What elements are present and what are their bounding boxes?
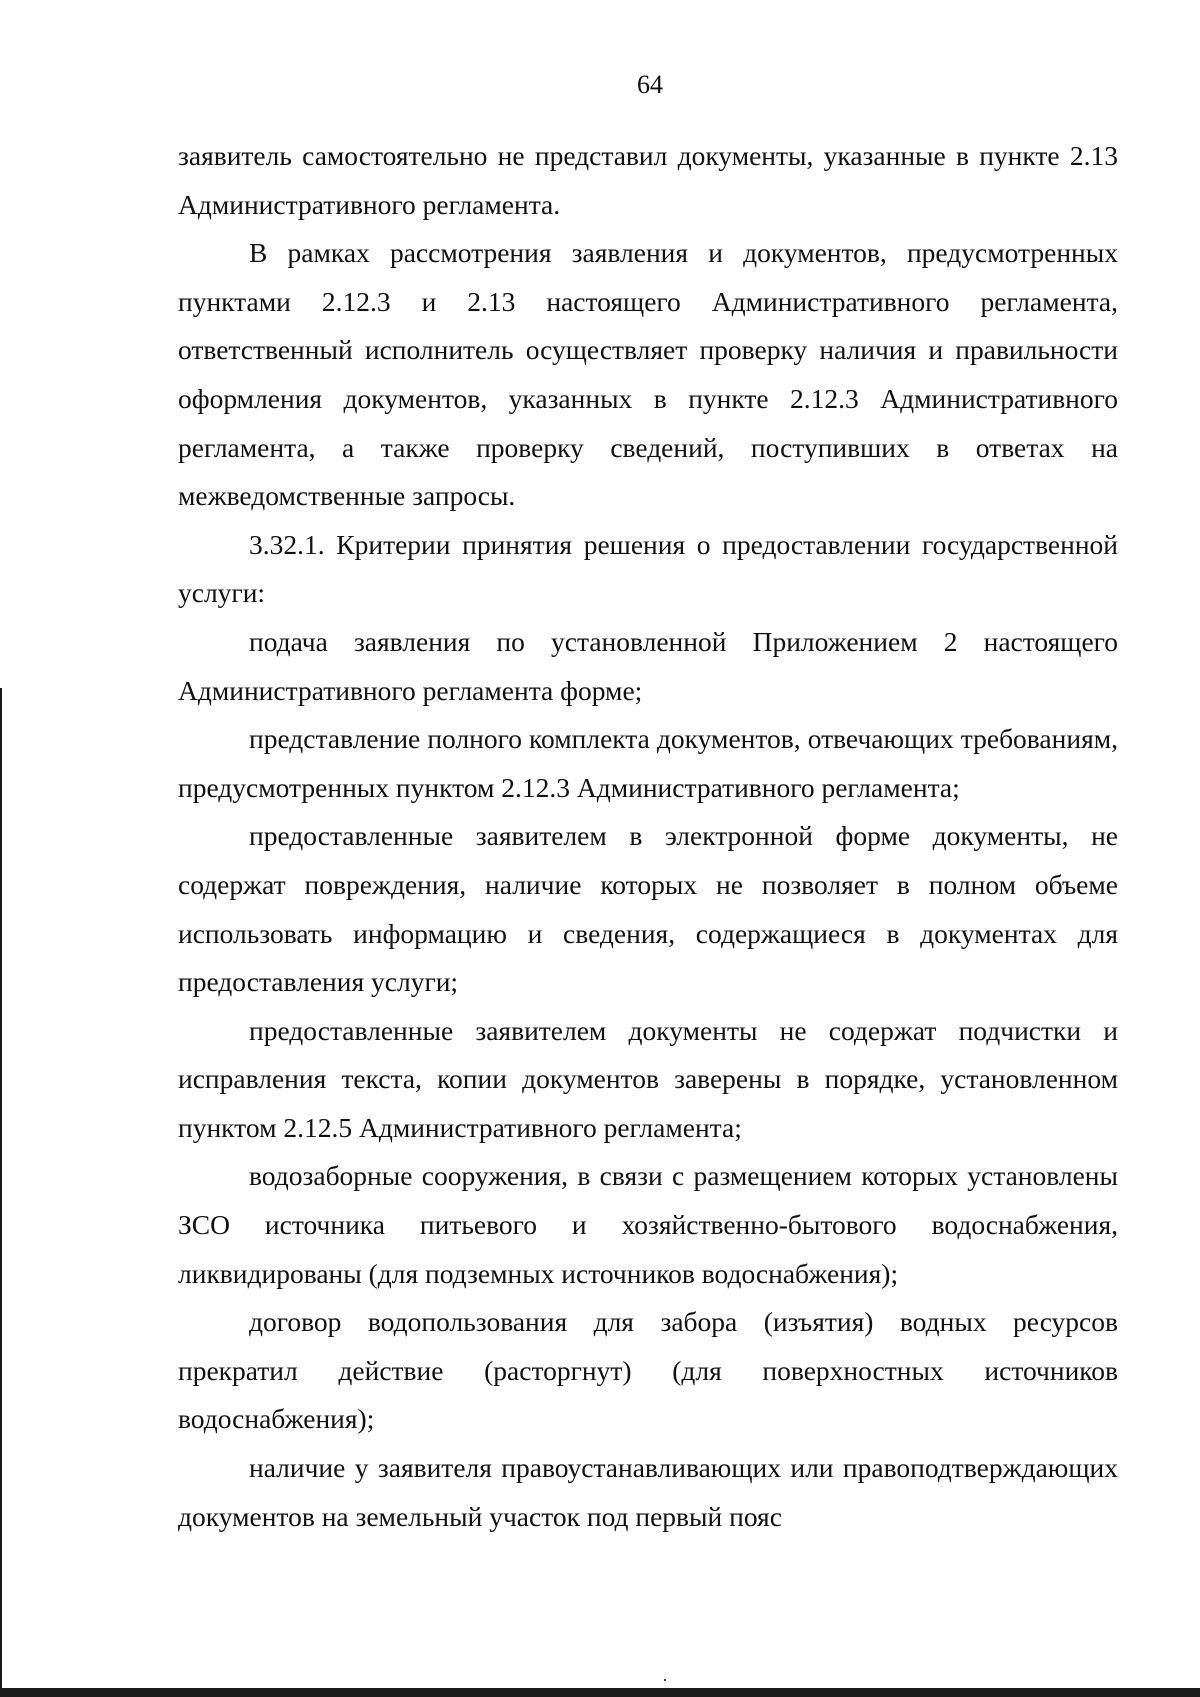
paragraph-criteria-heading: 3.32.1. Критерии принятия решения о предоставлении государственной услуги: bbox=[178, 528, 1118, 609]
scan-bottom-edge-bar bbox=[0, 1688, 1200, 1697]
paragraph-criterion-application: подача заявления по установленной Приложением 2 настоящего Административного регламента форме; bbox=[178, 625, 1118, 706]
paragraph-criterion-water-intake: водозаборные сооружения, в связи с размещением которых установлены ЗСО источника питьевого и хозяйственно-бытового водоснабжения, ликвидированы (для подземных источников водоснабжения); bbox=[178, 1160, 1118, 1289]
page-number: 64 bbox=[637, 70, 663, 99]
paragraph-criterion-electronic-docs: предоставленные заявителем в электронной форме документы, не содержат повреждения, наличие которых не позволяет в полном объеме использовать информацию и сведения, содержащиеся в документах для предоставления услуги; bbox=[178, 820, 1118, 998]
document-body bbox=[178, 132, 1118, 1541]
scan-artifact-dot bbox=[664, 1679, 666, 1681]
paragraph-criterion-land-documents: наличие у заявителя правоустанавливающих или правоподтверждающих документов на земельный участок под первый пояс bbox=[178, 1452, 1118, 1532]
paragraph-criterion-water-use-contract: договор водопользования для забора (изъятия) водных ресурсов прекратил действие (расторгнут) (для поверхностных источников водоснабжения); bbox=[178, 1306, 1118, 1435]
paragraph-criterion-no-corrections: предоставленные заявителем документы не содержат подчистки и исправления текста, копии документов заверены в порядке, установленном пунктом 2.12.5 Административного регламента; bbox=[178, 1014, 1118, 1143]
paragraph-review-scope: В рамках рассмотрения заявления и документов, предусмотренных пунктами 2.12.3 и 2.13 настоящего Административного регламента, ответственный исполнитель осуществляет проверку наличия и правильности оформления документов, указанных в пункте 2.12.3 Административного регламента, а также проверку сведений, поступивших в ответах на межведомственные запросы. bbox=[178, 237, 1118, 512]
paragraph-continuation: заявитель самостоятельно не представил документы, указанные в пункте 2.13 Административного регламента. bbox=[178, 140, 1118, 220]
scan-left-edge-line bbox=[0, 688, 2, 1688]
paragraph-criterion-complete-set: представление полного комплекта документов, отвечающих требованиям, предусмотренных пунктом 2.12.3 Административного регламента; bbox=[178, 723, 1118, 803]
